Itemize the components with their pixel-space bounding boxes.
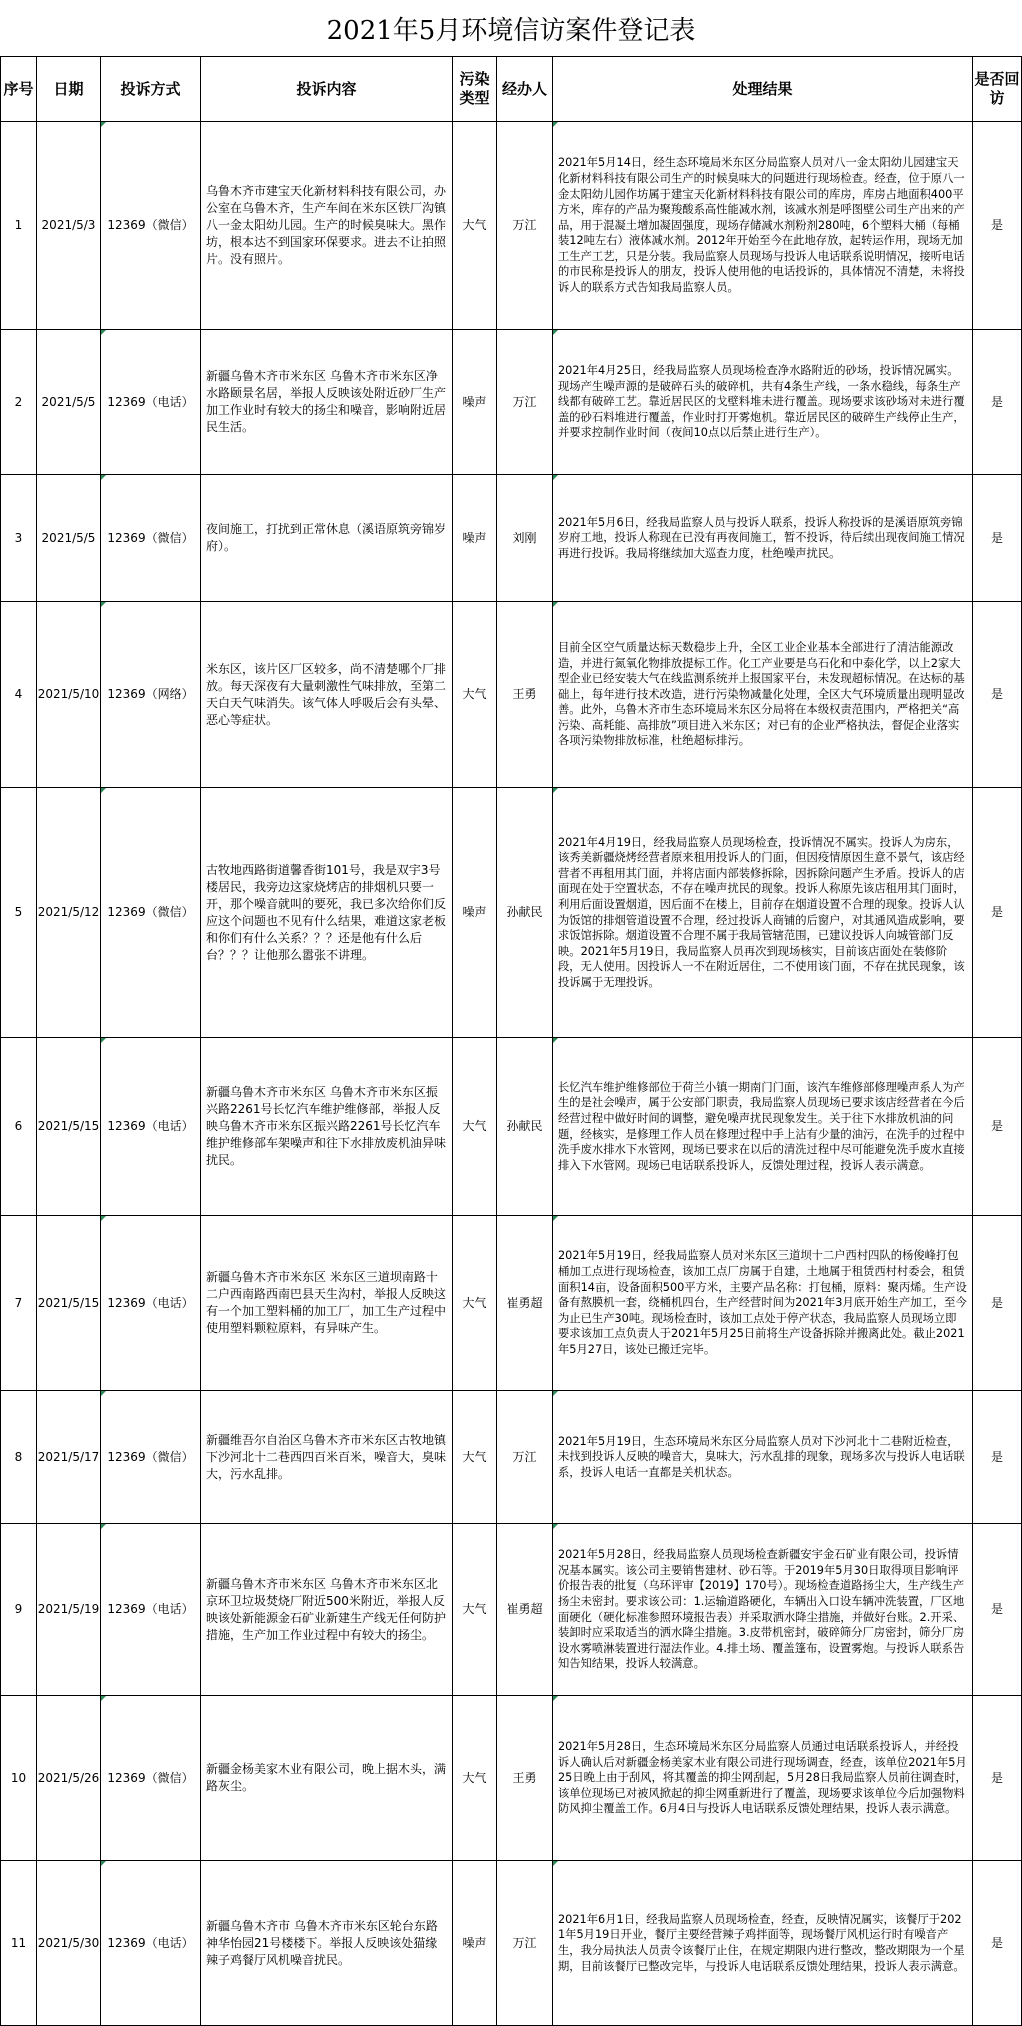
cell-method: 12369（电话） [101, 1524, 201, 1696]
header-date: 日期 [37, 57, 101, 122]
cell-reply: 是 [973, 602, 1022, 788]
cell-pollution: 大气 [453, 1038, 497, 1216]
cell-handler: 万江 [497, 1861, 553, 2026]
cell-reply: 是 [973, 1391, 1022, 1524]
cell-date: 2021/5/15 [37, 1038, 101, 1216]
cell-content: 米东区，该片区厂区较多，尚不清楚哪个厂排放。每天深夜有大量刺激性气味排放，至第二天白天气味消失。该气体人呼吸后会有头晕、恶心等症状。 [201, 602, 453, 788]
cell-reply: 是 [973, 1524, 1022, 1696]
cell-method: 12369（微信） [101, 122, 201, 330]
header-handler: 经办人 [497, 57, 553, 122]
cell-pollution: 大气 [453, 1524, 497, 1696]
cell-date: 2021/5/30 [37, 1861, 101, 2026]
cell-method: 12369（电话） [101, 1216, 201, 1391]
cell-result: 2021年5月6日，经我局监察人员与投诉人联系，投诉人称投诉的是溪语原筑旁锦岁府工地，投诉人称现在已没有再夜间施工，暂不投诉，待后续出现夜间施工情况再进行投诉。我局将继续加大巡查力度，杜绝噪声扰民。 [553, 475, 973, 602]
cell-date: 2021/5/26 [37, 1696, 101, 1861]
cell-handler: 王勇 [497, 602, 553, 788]
cell-reply: 是 [973, 788, 1022, 1038]
table-row [1, 1038, 1022, 1216]
cell-result: 2021年5月28日，生态环境局米东区分局监察人员通过电话联系投诉人，并经投诉人确认后对新疆金杨美家木业有限公司进行现场调查，经查，该单位2021年5月25日晚上由于刮风，将其覆盖的抑尘网刮起，5月28日我局监察人员前往调查时，该单位现场已对被风掀起的抑尘网重新进行了覆盖，现场要求该单位今后加强物料防风抑尘覆盖工作。6月4日与投诉人电话联系反馈处理结果，投诉人表示满意。 [553, 1696, 973, 1861]
cell-content: 夜间施工，打扰到正常休息（溪语原筑旁锦岁府）。 [201, 475, 453, 602]
header-seq: 序号 [1, 57, 37, 122]
cell-reply: 是 [973, 1696, 1022, 1861]
cell-pollution: 噪声 [453, 788, 497, 1038]
cell-pollution: 噪声 [453, 475, 497, 602]
cell-seq: 2 [1, 330, 37, 475]
cell-date: 2021/5/5 [37, 475, 101, 602]
cell-method: 12369（微信） [101, 475, 201, 602]
cell-handler: 刘刚 [497, 475, 553, 602]
cell-handler: 崔勇超 [497, 1216, 553, 1391]
cell-seq: 9 [1, 1524, 37, 1696]
cell-method: 12369（微信） [101, 788, 201, 1038]
cell-content: 新疆维吾尔自治区乌鲁木齐市米东区古牧地镇下沙河北十二巷西四百米百米，噪音大，臭味大，污水乱排。 [201, 1391, 453, 1524]
cell-pollution: 大气 [453, 122, 497, 330]
table-row [1, 1391, 1022, 1524]
table-row [1, 602, 1022, 788]
cell-pollution: 大气 [453, 1216, 497, 1391]
cell-seq: 11 [1, 1861, 37, 2026]
cell-pollution: 噪声 [453, 330, 497, 475]
cell-date: 2021/5/10 [37, 602, 101, 788]
cell-method: 12369（微信） [101, 1696, 201, 1861]
cell-date: 2021/5/19 [37, 1524, 101, 1696]
cell-content: 新疆金杨美家木业有限公司，晚上据木头，满路灰尘。 [201, 1696, 453, 1861]
header-content: 投诉内容 [201, 57, 453, 122]
table-row [1, 1861, 1022, 2026]
cell-reply: 是 [973, 122, 1022, 330]
cell-date: 2021/5/5 [37, 330, 101, 475]
cell-pollution: 大气 [453, 602, 497, 788]
cell-handler: 孙献民 [497, 1038, 553, 1216]
cell-content: 新疆乌鲁木齐市米东区 乌鲁木齐市米东区振兴路2261号长忆汽车维护维修部，举报人反映乌鲁木齐市米东区振兴路2261号长忆汽车维护维修部车架噪声和往下水排放废机油异味扰民。 [201, 1038, 453, 1216]
cell-seq: 7 [1, 1216, 37, 1391]
cell-seq: 5 [1, 788, 37, 1038]
cell-seq: 1 [1, 122, 37, 330]
cell-method: 12369（电话） [101, 1038, 201, 1216]
cell-content: 新疆乌鲁木齐市米东区 米东区三道坝南路十二户西南路西南巴县天生沟村，举报人反映这有一个加工塑料桶的加工厂，加工生产过程中使用塑料颗粒原料，有异味产生。 [201, 1216, 453, 1391]
cell-content: 新疆乌鲁木齐市米东区 乌鲁木齐市米东区北京环卫垃圾焚烧厂附近500米附近，举报人反映该处新能源金石矿业新建生产线无任何防护措施，生产加工作业过程中有较大的扬尘。 [201, 1524, 453, 1696]
cell-seq: 3 [1, 475, 37, 602]
cell-result: 2021年5月14日，经生态环境局米东区分局监察人员对八一金太阳幼儿园建宝天化新材料科技有限公司生产的时候臭味大的问题进行现场检查。经查，位于原八一金太阳幼儿园作坊属于建宝天化新材料科技有限公司的库房，库房占地面积400平方米，库存的产品为聚羧酸系高性能减水剂，该减水剂是呼图壁公司生产出来的产品，用于混凝土增加凝固强度，现场存储减水剂粉剂280吨，6个塑料大桶（每桶装12吨左右）液体减水剂。2012年开始至今在此地存放，起转运作用，现场无加工生产工艺，只是分装。我局监察人员现场与投诉人电话联系说明情况，接听电话的市民称是投诉人的朋友，投诉人使用他的电话投诉的，具体情况不清楚，未将投诉人的联系方式告知我局监察人员。 [553, 122, 973, 330]
cell-content: 古牧地西路街道馨香街101号，我是双宇3号楼居民，我旁边这家烧烤店的排烟机只要一开，那个噪音就叫的要死，我已多次给你们反应这个问题也不见有什么结果，难道这家老板和你们有什么关系？？？还是他有什么后台？？？让他那么嚣张不讲理。 [201, 788, 453, 1038]
sheet-title: 2021年5月环境信访案件登记表 [326, 15, 696, 46]
cell-method: 12369（网络） [101, 602, 201, 788]
cell-seq: 6 [1, 1038, 37, 1216]
cell-reply: 是 [973, 1216, 1022, 1391]
header-reply: 是否回访 [973, 57, 1022, 122]
cell-result: 2021年5月19日，生态环境局米东区分局监察人员对下沙河北十二巷附近检查，未找到投诉人反映的噪音大，臭味大，污水乱排的现象，现场多次与投诉人电话联系，投诉人电话一直都是关机状态。 [553, 1391, 973, 1524]
cell-seq: 4 [1, 602, 37, 788]
cell-reply: 是 [973, 330, 1022, 475]
table-row [1, 1524, 1022, 1696]
cell-method: 12369（电话） [101, 1861, 201, 2026]
cell-content: 新疆乌鲁木齐市米东区 乌鲁木齐市米东区净水路颐景名居，举报人反映该处附近砂厂生产加工作业时有较大的扬尘和噪音，影响附近居民生活。 [201, 330, 453, 475]
cell-handler: 王勇 [497, 1696, 553, 1861]
cell-method: 12369（微信） [101, 1391, 201, 1524]
table-row [1, 122, 1022, 330]
table-row [1, 330, 1022, 475]
cell-date: 2021/5/3 [37, 122, 101, 330]
cell-date: 2021/5/12 [37, 788, 101, 1038]
cell-content: 新疆乌鲁木齐市 乌鲁木齐市米东区轮台东路神华怡园21号楼楼下。举报人反映该处猫缘辣子鸡餐厅风机噪音扰民。 [201, 1861, 453, 2026]
cell-handler: 崔勇超 [497, 1524, 553, 1696]
cell-method: 12369（电话） [101, 330, 201, 475]
header-method: 投诉方式 [101, 57, 201, 122]
cell-pollution: 大气 [453, 1391, 497, 1524]
cell-date: 2021/5/17 [37, 1391, 101, 1524]
table-row [1, 1696, 1022, 1861]
complaint-table [0, 56, 1022, 2026]
cell-pollution: 噪声 [453, 1861, 497, 2026]
cell-result: 目前全区空气质量达标天数稳步上升，全区工业企业基本全部进行了清洁能源改造，并进行氮氧化物排放提标工作。化工产业要是乌石化和中泰化学，以上2家大型企业已经安装大气在线监测系统并上报国家平台，未发现超标情况。在达标的基础上，每年进行技术改造，进行污染物减量化处理，全区大气环境质量出现明显改善。此外，乌鲁木齐市生态环境局米东区分局将在本级权责范围内，严格把关“高污染、高耗能、高排放”项目进入米东区；对已有的企业严格执法，督促企业落实各项污染物排放标准，杜绝超标排污。 [553, 602, 973, 788]
table-row [1, 475, 1022, 602]
cell-seq: 10 [1, 1696, 37, 1861]
cell-result: 2021年4月25日，经我局监察人员现场检查净水路附近的砂场，投诉情况属实。现场产生噪声源的是破碎石头的破碎机，共有4条生产线，一条水稳线，每条生产线都有破碎工艺。靠近居民区的戈壁料堆未进行覆盖。现场要求该砂场对未进行覆盖的砂石料堆进行覆盖，作业时打开雾炮机。靠近居民区的破碎生产线停止生产，并要求控制作业时间（夜间10点以后禁止进行生产）。 [553, 330, 973, 475]
cell-handler: 万江 [497, 330, 553, 475]
header-pollution: 污染类型 [453, 57, 497, 122]
cell-result: 2021年4月19日，经我局监察人员现场检查，投诉情况不属实。投诉人为房东，该秀美新疆烧烤经营者原来租用投诉人的门面，但因疫情原因生意不景气，该店经营者不再租用其门面，并将店面内部装修拆除，因拆除问题产生矛盾。投诉人的店面现在处于空置状态，不存在噪声扰民的现象。投诉人称原先该店租用其门面时，利用后面设置烟道，因后面不在楼上，目前存在烟道设置不合理的现象。投诉人认为饭馆的排烟管道设置不合理，经过投诉人商铺的后窗户，对其通风造成影响，要求饭馆拆除。烟道设置不合理不属于我局管辖范围，已建议投诉人向城管部门反映。2021年5月19日，我局监察人员再次到现场核实，目前该店面处在装修阶段，无人使用。因投诉人一不在附近居住，二不使用该门面，不存在扰民现象，该投诉属于无理投诉。 [553, 788, 973, 1038]
cell-reply: 是 [973, 1861, 1022, 2026]
table-header-row [1, 57, 1022, 122]
cell-seq: 8 [1, 1391, 37, 1524]
cell-content: 乌鲁木齐市建宝天化新材料科技有限公司，办公室在乌鲁木齐，生产车间在米东区铁厂沟镇 八一金太阳幼儿园。生产的时候臭味大。黑作坊，根本达不到国家环保要求。进去不让拍照片。没有照片。 [201, 122, 453, 330]
table-row [1, 788, 1022, 1038]
cell-result: 2021年6月1日，经我局监察人员现场检查，经查，反映情况属实，该餐厅于2021年5月19日开业，餐厅主要经营辣子鸡拌面等，现场餐厅风机运行时有噪音产生，我分局执法人员责令该餐厅止住，在规定期限内进行整改，整改期限为一个星期，目前该餐厅已整改完毕，与投诉人电话联系反馈处理结果，投诉人表示满意。 [553, 1861, 973, 2026]
cell-result: 2021年5月19日，经我局监察人员对米东区三道坝十二户西村四队的杨俊峰打包桶加工点进行现场检查，该加工点厂房属于自建，土地属于租赁西村村委会，租赁面积14亩，设备面积500平方米，主要产品名称：打包桶，原料：聚丙烯。生产设备有熬膜机一套，绕桶机四台，生产经营时间为2021年3月底开始生产加工，至今为止已生产30吨。现场检查时，该加工点处于停产状态，我局监察人员现场立即要求该加工点负责人于2021年5月25日前将生产设备拆除并搬离此处。截止2021年5月27日，该处已搬迁完毕。 [553, 1216, 973, 1391]
header-result: 处理结果 [553, 57, 973, 122]
cell-handler: 孙献民 [497, 788, 553, 1038]
cell-pollution: 大气 [453, 1696, 497, 1861]
cell-reply: 是 [973, 475, 1022, 602]
cell-result: 长忆汽车维护维修部位于荷兰小镇一期南门门面，该汽车维修部修理噪声系人为产生的是社会噪声，属于公安部门职责，我局监察人员现场已要求该店经营者在今后经营过程中做好时间的调整，避免噪声扰民现象发生。关于往下水排放机油的问题，经核实，是修理工作人员在修理过程中手上沾有少量的油污，在洗手的过程中洗手废水排水下水管网，现场已要求在以后的清洗过程中尽可能避免洗手废水直接排入下水管网。现场已电话联系投诉人，反馈处理过程，投诉人表示满意。 [553, 1038, 973, 1216]
cell-reply: 是 [973, 1038, 1022, 1216]
cell-result: 2021年5月28日，经我局监察人员现场检查新疆安宇金石矿业有限公司，投诉情况基本属实。该公司主要销售建材、砂石等。于2019年5月30日取得项目影响评价报告表的批复（乌环评审【2019】170号）。现场检查道路扬尘大，生产线生产扬尘未密封。要求该公司：1.运输道路硬化，车辆出入口设车辆冲洗装置，厂区地面硬化（硬化标准参照环境报告表）并采取洒水降尘措施，并做好台账。2.开采、装卸时应采取适当的洒水降尘措施。3.皮带机密封，破碎筛分厂房密封，筛分厂房设水雾喷淋装置进行湿法作业。4.排土场、覆盖篷布，设置雾炮。与投诉人联系告知告知结果，投诉人较满意。 [553, 1524, 973, 1696]
cell-handler: 万江 [497, 1391, 553, 1524]
cell-date: 2021/5/15 [37, 1216, 101, 1391]
cell-handler: 万江 [497, 122, 553, 330]
table-row [1, 1216, 1022, 1391]
